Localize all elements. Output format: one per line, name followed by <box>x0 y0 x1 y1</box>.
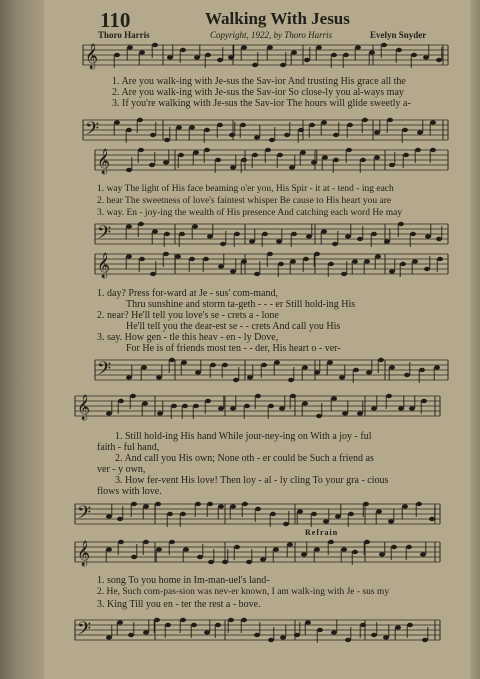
note-head <box>156 547 162 551</box>
note-head <box>352 550 358 554</box>
note-head <box>138 148 144 152</box>
note-head <box>301 552 307 556</box>
note-head <box>114 53 120 57</box>
note-head <box>254 135 260 139</box>
note-head <box>240 123 246 127</box>
note-head <box>193 150 199 154</box>
note-head <box>410 232 416 236</box>
note-head <box>180 618 186 622</box>
note-head <box>150 272 156 276</box>
note-head <box>321 120 327 124</box>
note-head <box>288 378 294 382</box>
note-head <box>222 363 228 367</box>
note-head <box>314 252 320 256</box>
note-head <box>327 360 333 364</box>
note-head <box>242 502 248 506</box>
lyric-line: flows with love. <box>97 486 162 497</box>
note-head <box>342 411 348 415</box>
note-head <box>366 370 372 374</box>
note-head <box>205 53 211 57</box>
note-head <box>217 123 223 127</box>
note-head <box>169 540 175 544</box>
note-head <box>384 239 390 243</box>
note-head <box>328 262 334 266</box>
treble-clef: 𝄞 <box>97 253 111 278</box>
note-head <box>164 232 170 236</box>
note-head <box>197 555 203 559</box>
note-head <box>411 53 417 57</box>
note-head <box>118 540 124 544</box>
note-head <box>437 257 443 261</box>
treble-clef: 𝄞 <box>97 149 111 174</box>
lyric-line: 2. And call you His own; None oth - er could be Such a friend as <box>115 453 374 464</box>
note-head <box>268 404 274 408</box>
note-head <box>294 633 300 637</box>
lyric-line: ver - y own, <box>97 464 146 475</box>
note-head <box>364 259 370 263</box>
note-head <box>289 165 295 169</box>
note-head <box>149 163 155 167</box>
note-head <box>300 150 306 154</box>
note-head <box>389 269 395 273</box>
note-head <box>128 633 134 637</box>
note-head <box>155 502 161 506</box>
note-head <box>398 406 404 410</box>
note-head <box>230 406 236 410</box>
lyric-line: 2. near? He'll tell you love's se - crets a - lone <box>97 310 279 321</box>
note-head <box>191 623 197 627</box>
note-head <box>204 630 210 634</box>
note-head <box>143 540 149 544</box>
note-head <box>157 411 163 415</box>
lyric-line: 2. He, Such com-pas-sion was nev-er known, I am walk-ing with Je - sus my <box>97 587 390 597</box>
note-head <box>409 406 415 410</box>
note-head <box>316 414 322 418</box>
note-head <box>126 224 132 228</box>
note-head <box>234 232 240 236</box>
note-head <box>164 138 170 142</box>
note-head <box>207 502 213 506</box>
note-head <box>180 48 186 52</box>
note-head <box>220 242 226 246</box>
note-head <box>434 365 440 369</box>
lyric-line: 3. say. How gen - tle this heav - en - ly Dove, <box>97 332 279 343</box>
note-head <box>291 232 297 236</box>
note-head <box>421 399 427 403</box>
note-head <box>420 552 426 556</box>
note-head <box>139 257 145 261</box>
note-head <box>241 45 247 49</box>
note-head <box>230 269 236 273</box>
note-head <box>402 504 408 508</box>
note-head <box>194 55 200 59</box>
note-head <box>131 555 137 559</box>
lyric-line: 3. way. En - joy-ing the wealth of His presence And catching each word He may <box>97 208 403 218</box>
note-head <box>255 394 261 398</box>
note-head <box>302 365 308 369</box>
note-head <box>314 547 320 551</box>
note-head <box>436 58 442 62</box>
note-head <box>417 130 423 134</box>
note-head <box>175 254 181 258</box>
note-head <box>261 363 267 367</box>
note-head <box>207 234 213 238</box>
note-head <box>195 370 201 374</box>
note-head <box>117 517 123 521</box>
note-head <box>396 48 402 52</box>
note-head <box>419 368 425 372</box>
note-head <box>298 128 304 132</box>
note-head <box>195 502 201 506</box>
lyric-line: 2. Are you walk-ing with Je-sus the Sav-ior So close-ly you al-ways may <box>112 87 404 98</box>
note-head <box>283 522 289 526</box>
note-head <box>357 411 363 415</box>
note-head <box>255 507 261 511</box>
note-head <box>291 50 297 54</box>
note-head <box>341 272 347 276</box>
note-head <box>139 50 145 54</box>
note-head <box>165 623 171 627</box>
note-head <box>180 512 186 516</box>
note-head <box>228 55 234 59</box>
note-head <box>335 514 341 518</box>
treble-clef: 𝄞 <box>85 44 99 69</box>
note-head <box>143 504 149 508</box>
note-head <box>106 635 112 639</box>
note-head <box>357 237 363 241</box>
lyric-line: 1. way The light of His face beaming o'er you, His Spir - it at - tend - ing each <box>97 184 394 194</box>
note-head <box>218 504 224 508</box>
note-head <box>273 547 279 551</box>
note-head <box>217 58 223 62</box>
note-head <box>141 365 147 369</box>
note-head <box>346 148 352 152</box>
note-head <box>386 394 392 398</box>
note-head <box>339 375 345 379</box>
note-head <box>328 540 334 544</box>
note-head <box>244 404 250 408</box>
note-head <box>169 358 175 362</box>
note-head <box>192 224 198 228</box>
note-head <box>374 130 380 134</box>
note-head <box>183 547 189 551</box>
note-head <box>371 633 377 637</box>
note-head <box>230 504 236 508</box>
note-head <box>290 259 296 263</box>
note-head <box>215 623 221 627</box>
note-head <box>241 618 247 622</box>
composer-credit: Thoro Harris <box>98 30 150 40</box>
bass-clef: 𝄢 <box>97 359 112 384</box>
note-head <box>391 545 397 549</box>
lyric-line: He'll tell you the dear-est se - - crets And call you His <box>126 321 341 332</box>
lyric-line: For He is of friends most ten - - der, His heart o - ver- <box>126 343 341 354</box>
note-head <box>189 125 195 129</box>
note-head <box>114 120 120 124</box>
bass-clef: 𝄢 <box>77 503 92 528</box>
note-head <box>348 512 354 516</box>
note-head <box>117 620 123 624</box>
note-head <box>371 232 377 236</box>
note-head <box>297 509 303 513</box>
note-head <box>265 148 271 152</box>
note-head <box>369 50 375 54</box>
note-head <box>284 133 290 137</box>
note-head <box>287 542 293 546</box>
note-head <box>306 234 312 238</box>
note-head <box>143 630 149 634</box>
note-head <box>150 133 156 137</box>
note-head <box>229 133 235 137</box>
note-head <box>302 401 308 405</box>
note-head <box>381 43 387 47</box>
note-head <box>290 394 296 398</box>
note-head <box>277 153 283 157</box>
note-head <box>267 252 273 256</box>
note-head <box>436 237 442 241</box>
note-head <box>376 509 382 513</box>
note-head <box>222 560 228 564</box>
note-head <box>230 165 236 169</box>
note-head <box>341 547 347 551</box>
lyric-line: 2. hear The sweetness of love's faintest whisper Be cause to His heart you are <box>97 196 392 206</box>
note-head <box>241 259 247 263</box>
copyright-notice: Copyright, 1922, by Thoro Harris <box>210 30 333 40</box>
bass-clef: 𝄢 <box>85 119 100 144</box>
note-head <box>228 618 234 622</box>
note-head <box>179 232 185 236</box>
note-head <box>430 148 436 152</box>
note-head <box>362 118 368 122</box>
note-head <box>331 630 337 634</box>
note-head <box>163 252 169 256</box>
note-head <box>311 160 317 164</box>
note-head <box>247 375 253 379</box>
note-head <box>364 540 370 544</box>
note-head <box>203 257 209 261</box>
note-head <box>279 406 285 410</box>
note-head <box>314 370 320 374</box>
note-head <box>424 267 430 271</box>
note-head <box>204 128 210 132</box>
note-head <box>345 234 351 238</box>
note-head <box>429 517 435 521</box>
note-head <box>126 128 132 132</box>
note-head <box>347 123 353 127</box>
note-head <box>389 365 395 369</box>
note-head <box>252 63 258 67</box>
note-head <box>171 404 177 408</box>
note-head <box>127 45 133 49</box>
note-head <box>374 155 380 159</box>
note-head <box>205 399 211 403</box>
note-head <box>430 120 436 124</box>
note-head <box>311 512 317 516</box>
note-head <box>234 545 240 549</box>
note-head <box>274 360 280 364</box>
lyric-line: faith - ful hand, <box>97 442 160 453</box>
bass-clef: 𝄢 <box>97 223 112 248</box>
note-head <box>323 519 329 523</box>
note-head <box>280 635 286 639</box>
note-head <box>233 378 239 382</box>
note-head <box>353 368 359 372</box>
note-head <box>215 158 221 162</box>
note-head <box>363 502 369 506</box>
note-head <box>208 560 214 564</box>
note-head <box>210 363 216 367</box>
note-head <box>423 55 429 59</box>
note-head <box>130 394 136 398</box>
note-head <box>280 63 286 67</box>
author-credit: Evelyn Snyder <box>370 30 427 40</box>
note-head <box>278 262 284 266</box>
note-head <box>138 222 144 226</box>
note-head <box>355 45 361 49</box>
note-head <box>378 358 384 362</box>
treble-clef: 𝄞 <box>77 395 91 420</box>
note-head <box>246 560 252 564</box>
note-head <box>407 623 413 627</box>
note-head <box>126 254 132 258</box>
note-head <box>345 638 351 642</box>
note-head <box>425 234 431 238</box>
note-head <box>333 133 339 137</box>
note-head <box>181 360 187 364</box>
note-head <box>182 404 188 408</box>
note-head <box>371 406 377 410</box>
note-head <box>352 259 358 263</box>
note-head <box>402 128 408 132</box>
note-head <box>412 259 418 263</box>
note-head <box>270 512 276 516</box>
note-head <box>156 375 162 379</box>
note-head <box>126 375 132 379</box>
note-head <box>254 272 260 276</box>
note-head <box>204 148 210 152</box>
note-head <box>422 638 428 642</box>
note-head <box>254 633 260 637</box>
note-head <box>260 557 266 561</box>
note-head <box>241 158 247 162</box>
note-head <box>305 620 311 624</box>
lyric-line: 3. If you're walking with Je-sus the Sav-ior The hours will glide sweetly a- <box>112 98 411 109</box>
note-head <box>126 168 132 172</box>
lyric-line: 3. King Till you en - ter the rest a - bove. <box>97 599 261 610</box>
note-head <box>383 635 389 639</box>
hymn-number: 110 <box>100 8 131 32</box>
note-head <box>154 618 160 622</box>
note-head <box>304 58 310 62</box>
note-head <box>331 396 337 400</box>
note-head <box>193 404 199 408</box>
note-head <box>176 125 182 129</box>
note-head <box>218 264 224 268</box>
note-head <box>252 153 258 157</box>
note-head <box>152 43 158 47</box>
note-head <box>106 514 112 518</box>
lyric-line: 1. Still hold-ing His hand While jour-ney-ing on With a joy - ful <box>115 431 372 442</box>
note-head <box>331 53 337 57</box>
note-head <box>131 502 137 506</box>
note-head <box>218 406 224 410</box>
note-head <box>332 242 338 246</box>
note-head <box>321 229 327 233</box>
note-head <box>118 399 124 403</box>
note-head <box>398 222 404 226</box>
note-head <box>406 545 412 549</box>
note-head <box>387 118 393 122</box>
note-head <box>106 547 112 551</box>
note-head <box>317 628 323 632</box>
note-head <box>403 153 409 157</box>
note-head <box>343 53 349 57</box>
lyric-line: 1. Are you walk-ing with Je-sus the Sav-ior And trusting His grace all the <box>112 76 406 87</box>
note-head <box>316 45 322 49</box>
refrain-label: Refrain <box>305 528 339 537</box>
lyric-line: 3. How fer-vent His love! Then loy - al - ly cling To your gra - cious <box>115 475 389 486</box>
note-head <box>268 638 274 642</box>
lyric-line: 1. day? Press for-ward at Je - sus' com-mand, <box>97 288 278 299</box>
lyric-line: Thru sunshine and storm ta-geth - - - er Still hold-ing His <box>126 299 356 310</box>
lyric-line: 1. song To you home in Im-man-uel's land- <box>97 575 270 586</box>
note-head <box>389 163 395 167</box>
note-head <box>137 118 143 122</box>
note-head <box>152 229 158 233</box>
note-head <box>178 153 184 157</box>
note-head <box>416 502 422 506</box>
note-head <box>167 55 173 59</box>
note-head <box>167 512 173 516</box>
note-head <box>415 148 421 152</box>
note-head <box>375 254 381 258</box>
note-head <box>360 623 366 627</box>
note-head <box>303 257 309 261</box>
note-head <box>333 158 339 162</box>
bass-clef: 𝄢 <box>77 619 92 644</box>
note-head <box>269 138 275 142</box>
note-head <box>400 262 406 266</box>
note-head <box>106 411 112 415</box>
note-head <box>249 239 255 243</box>
note-head <box>395 625 401 629</box>
note-head <box>163 160 169 164</box>
treble-clef: 𝄞 <box>77 541 91 566</box>
note-head <box>309 123 315 127</box>
note-head <box>262 232 268 236</box>
note-head <box>379 552 385 556</box>
note-head <box>142 401 148 405</box>
hymn-title: Walking With Jesus <box>205 9 350 28</box>
note-head <box>189 257 195 261</box>
note-head <box>322 155 328 159</box>
note-head <box>276 239 282 243</box>
note-head <box>360 158 366 162</box>
note-head <box>267 45 273 49</box>
note-head <box>404 373 410 377</box>
note-head <box>388 519 394 523</box>
